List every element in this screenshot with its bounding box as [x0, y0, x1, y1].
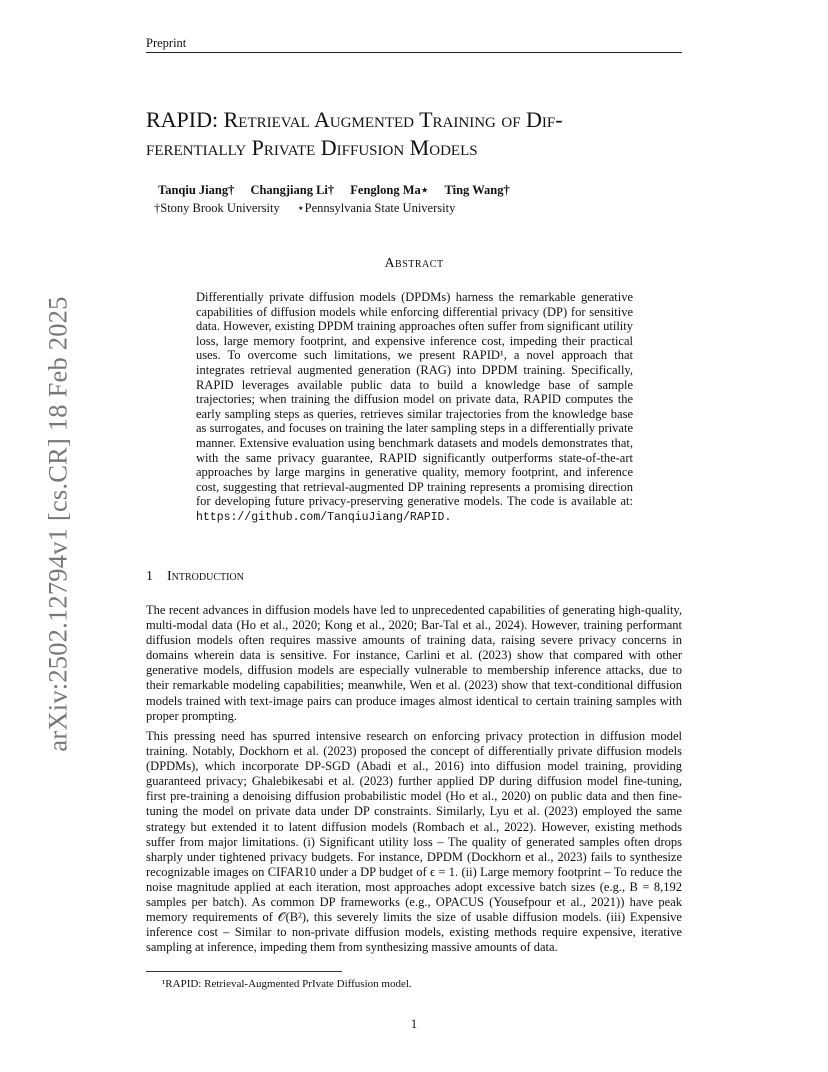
- abstract-body: [196, 290, 633, 526]
- running-head: Preprint: [146, 36, 187, 50]
- title-line-1: RAPID: Retrieval Augmented Training of Dif-: [146, 107, 563, 132]
- author: Ting Wang†: [444, 183, 510, 197]
- author: Changjiang Li†: [250, 183, 335, 197]
- affiliation: †Stony Brook University: [154, 201, 280, 215]
- footnote-rule: [146, 971, 342, 972]
- code-link[interactable]: https://github.com/TanqiuJiang/RAPID.: [196, 510, 452, 524]
- author: Tanqiu Jiang†: [158, 183, 235, 197]
- section-heading: [146, 569, 244, 585]
- author: Fenglong Ma⋆: [350, 183, 429, 197]
- arxiv-identifier: arXiv:2502.12794v1 [cs.CR] 18 Feb 2025: [42, 296, 73, 752]
- author-list: [158, 182, 523, 198]
- section-number: 1: [146, 569, 153, 584]
- footnote: ¹RAPID: Retrieval-Augmented PrIvate Diffusion model.: [162, 978, 412, 990]
- section-title: Introduction: [167, 569, 244, 584]
- header-rule: [146, 52, 682, 53]
- affiliation-list: [154, 200, 469, 216]
- abstract-heading: Abstract: [384, 256, 444, 271]
- intro-paragraph-1: The recent advances in diffusion models have led to unprecedented capabilities of generating high-quality, multi-modal data (Ho et al., 2020; Kong et al., 2020; Bar-Tal et al., 2024). However, training performant diffusion models often requires massive amounts of training data, raising severe privacy concerns in domains wherein data is sensitive. For instance, Carlini et al. (2023) show that compared with other generative models, diffusion models are especially vulnerable to membership inference attacks, due to their remarkable modeling capabilities; meanwhile, Wen et al. (2023) show that text-conditional diffusion models trained with text-image pairs can produce images almost identical to certain training samples with proper prompting.: [146, 603, 682, 723]
- intro-paragraph-2: This pressing need has spurred intensive research on enforcing privacy protection in diffusion model training. Notably, Dockhorn et al. (2023) proposed the concept of differentially private diffusion models (DPDMs), which incorporate DP-SGD (Abadi et al., 2016) into diffusion model training, providing guaranteed privacy; Ghalebikesabi et al. (2023) further applied DP during diffusion model fine-tuning, first pre-training a denoising diffusion probabilistic model (Ho et al., 2020) on public data and then fine-tuning the model on private data under DP constraints. Similarly, Lyu et al. (2023) employed the same strategy but extended it to latent diffusion models (Rombach et al., 2022). However, existing methods suffer from major limitations. (i) Significant utility loss – The quality of generated samples often drops sharply under tightened privacy budgets. For instance, DPDM (Dockhorn et al., 2023) fails to synthesize recognizable images on CIFAR10 under a DP budget of ϵ = 1. (ii) Large memory footprint – To reduce the noise magnitude applied at each iteration, most approaches adopt excessive batch sizes (e.g., B = 8,192 samples per batch). As common DP frameworks (e.g., OPACUS (Yousefpour et al., 2021)) have peak memory requirements of 𝒪(B²), this severely limits the size of usable diffusion models. (iii) Expensive inference cost – Similar to non-private diffusion models, existing methods require expensive, iterative sampling at inference, impeding them from synthesizing massive amounts of data.: [146, 729, 682, 955]
- abstract-text: Differentially private diffusion models (DPDMs) harness the remarkable generative capabilities of diffusion models while enforcing differential privacy (DP) for sensitive data. However, existing DPDM training approaches often suffer from significant utility loss, large memory footprint, and expensive inference cost, impeding their practical uses. To overcome such limitations, we present RAPID¹, a novel approach that integrates retrieval augmented generation (RAG) into DPDM training. Specifically, RAPID leverages available public data to build a knowledge base of sample trajectories; when training the diffusion model on private data, RAPID computes the early sampling steps as queries, retrieves similar trajectories from the knowledge base as surrogates, and focuses on training the later sampling steps in a differentially private manner. Extensive evaluation using benchmark datasets and models demonstrates that, with the same privacy guarantee, RAPID significantly outperforms state-of-the-art approaches by large margins in generative quality, memory footprint, and inference cost, suggesting that retrieval-augmented DP training represents a promising direction for developing future privacy-preserving generative models. The code is available at:: [196, 290, 633, 509]
- page-number: 1: [410, 1017, 418, 1031]
- paper-title: [146, 106, 706, 162]
- affiliation: ⋆Pennsylvania State University: [296, 201, 456, 215]
- title-line-2: ferentially Private Diffusion Models: [146, 135, 478, 160]
